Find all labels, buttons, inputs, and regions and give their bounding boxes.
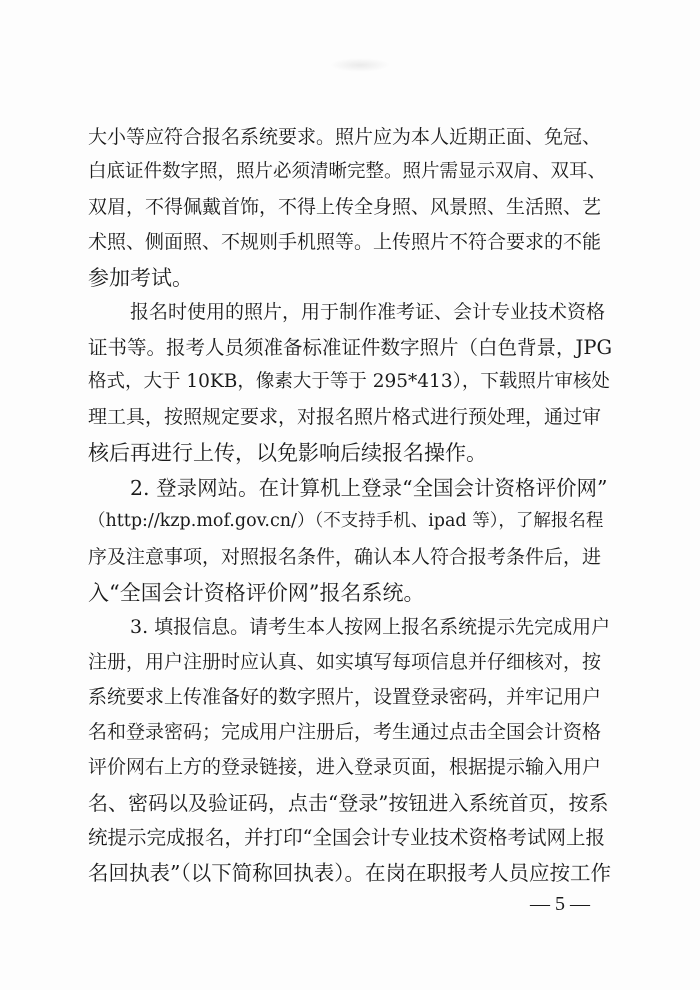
text-line: 名、密码以及验证码，点击“登录”按钮进入系统首页，按系 bbox=[88, 791, 609, 815]
text-line: 入“全国会计资格评价网”报名系统。 bbox=[88, 581, 425, 605]
text-line: （http://kzp.mof.gov.cn/）（不支持手机、ipad 等），了解报名程 bbox=[88, 511, 604, 531]
text-line: 白底证件数字照，照片必须清晰完整。照片需显示双肩、双耳、 bbox=[88, 161, 607, 182]
text-line: 双眉，不得佩戴首饰，不得上传全身照、风景照、生活照、艺 bbox=[88, 196, 602, 218]
page-number: — 5 — bbox=[530, 893, 590, 915]
text-line: 参加考试。 bbox=[88, 266, 193, 290]
scan-artifact bbox=[330, 58, 390, 72]
text-line: 核后再进行上传，以免影响后续报名操作。 bbox=[88, 441, 487, 465]
text-line: 理工具，按照规定要求，对报名照片格式进行预处理，通过审 bbox=[88, 406, 602, 428]
text-line: 统提示完成报名，并打印“全国会计专业技术资格考试网上报 bbox=[88, 826, 605, 849]
text-line: 2. 登录网站。在计算机上登录“全国会计资格评价网” bbox=[130, 476, 608, 500]
text-line: 名回执表”（以下简称回执表）。在岗在职报考人员应按工作 bbox=[88, 861, 611, 885]
text-line: 报名时使用的照片，用于制作准考证、会计专业技术资格 bbox=[130, 301, 606, 323]
text-line: 大小等应符合报名系统要求。照片应为本人近期正面、免冠、 bbox=[88, 126, 602, 148]
text-line: 格式，大于 10KB，像素大于等于 295*413），下载照片审核处 bbox=[88, 371, 610, 392]
text-line: 证书等。报考人员须准备标准证件数字照片（白色背景，JPG bbox=[88, 336, 613, 359]
text-line: 3. 填报信息。请考生本人按网上报名系统提示先完成用户 bbox=[130, 616, 611, 638]
text-line: 序及注意事项，对照报名条件，确认本人符合报考条件后，进 bbox=[88, 546, 602, 568]
text-line: 注册，用户注册时应认真、如实填写每项信息并仔细核对，按 bbox=[88, 651, 602, 673]
text-line: 评价网右上方的登录链接，进入登录页面，根据提示输入用户 bbox=[88, 756, 602, 778]
text-line: 名和登录密码；完成用户注册后，考生通过点击全国会计资格 bbox=[88, 721, 602, 743]
text-line: 术照、侧面照、不规则手机照等。上传照片不符合要求的不能 bbox=[88, 231, 602, 253]
text-line: 系统要求上传准备好的数字照片，设置登录密码，并牢记用户 bbox=[88, 686, 602, 708]
